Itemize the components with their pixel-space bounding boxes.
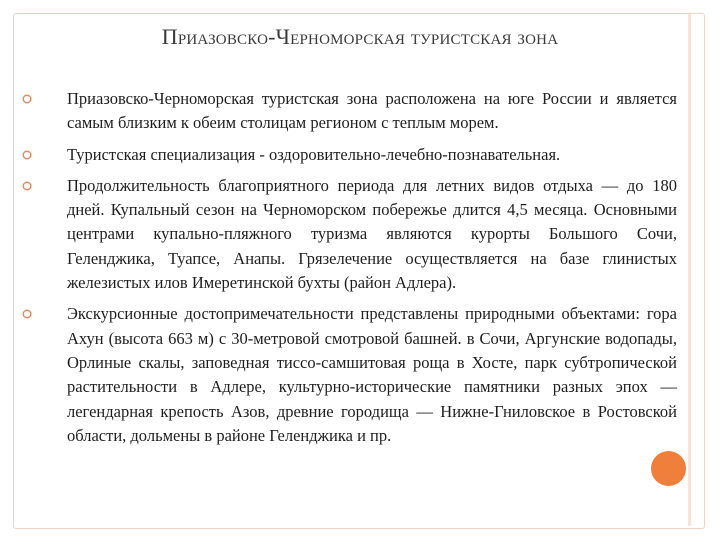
list-item-text: Приазовско-Черноморская туристская зона расположена на юге России и является самым близким к обеим столицам регионом с теплым морем. <box>67 89 677 133</box>
list-item-text: Продолжительность благоприятного периода для летних видов отдыха — до 180 дней. Купальный сезон на Черноморском побережье длится 4,5 месяца. Основными центрами купально-пляжного туризма являются курорты Большого Сочи, Геленджика, Туапсе, Анапы. Грязелечение осуществляется на базе глинистых железистых илов Имеретинской бухты (район Адлера). <box>67 175 677 293</box>
side-accent-band <box>688 14 691 526</box>
bullet-list <box>22 87 677 455</box>
list-item <box>22 302 677 448</box>
circle-bullet-icon <box>22 181 32 191</box>
list-item <box>22 174 677 295</box>
circle-bullet-icon <box>22 309 32 319</box>
decorative-orange-circle <box>651 451 686 486</box>
list-item <box>22 143 677 167</box>
list-item-text: Туристская специализация - оздоровительно-лечебно-познавательная. <box>67 144 561 164</box>
circle-bullet-icon <box>22 94 32 104</box>
slide-title: Приазовско-Черноморская туристская зона <box>161 24 559 49</box>
list-item-text: Экскурсионные достопримечательности представлены природными объектами: гора Ахун (высота 663 м) с 30-метровой смотровой башней. в Сочи, Аргунские водопады, Орлиные скалы, заповедная тиссо-самшитовая роща в Хосте, парк субтропической растительности в Адлере, культурно-исторические памятники разных эпох — легендарная крепость Азов, древние городища — Нижне-Гниловское в Ростовской области, дольмены в районе Геленджика и пр. <box>67 304 677 445</box>
list-item <box>22 87 677 136</box>
circle-bullet-icon <box>22 150 32 160</box>
